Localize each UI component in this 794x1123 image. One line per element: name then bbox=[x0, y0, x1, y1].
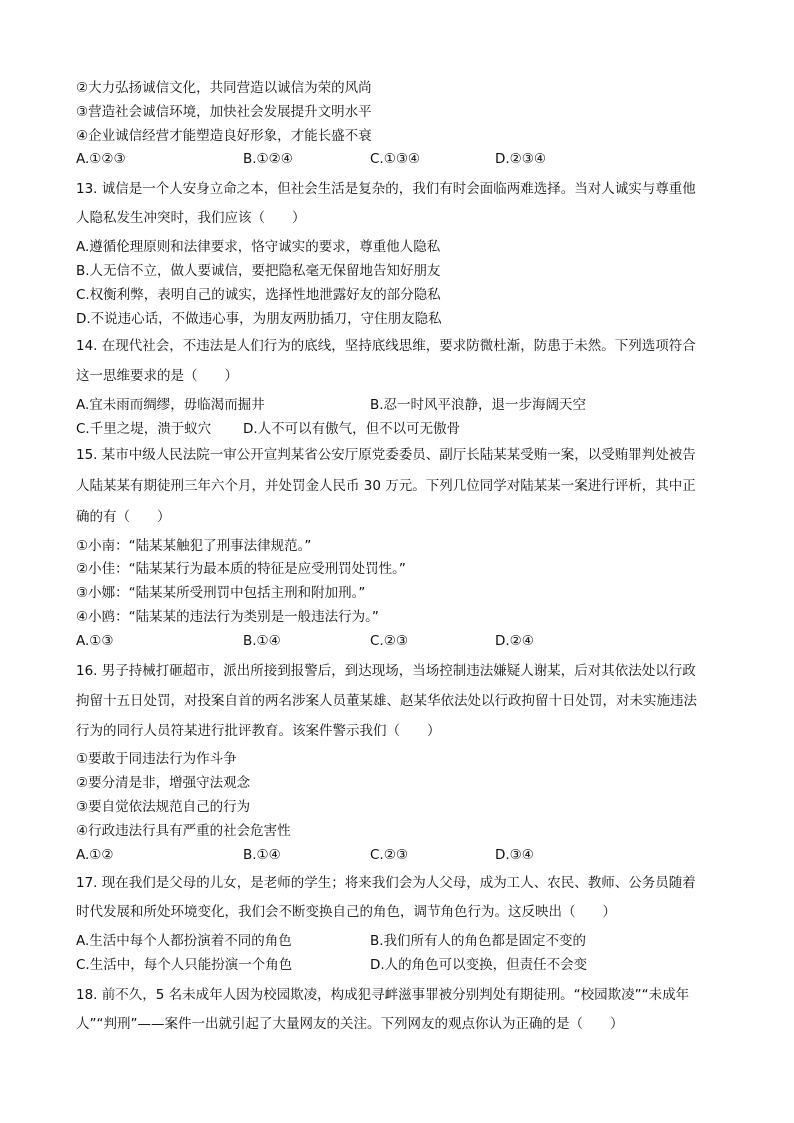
q15-stem-line1: 15. 某市中级人民法院一审公开宣判某省公安厅原党委委员、副厅长陆某某受贿一案，以受贿罪判处被告 bbox=[76, 447, 696, 463]
q16-option-d: D.③④ bbox=[495, 847, 534, 863]
q16-stem-line2: 拘留十五日处罚，对投案自首的两名涉案人员董某雄、赵某华依法处以行政拘留十日处罚，对未实施违法 bbox=[76, 693, 697, 709]
q16-option-a: A.①② bbox=[76, 847, 114, 863]
q15-statement-3: ③小娜：“陆某某所受刑罚中包括主刑和附加刑。” bbox=[76, 585, 366, 601]
q15-option-b: B.①④ bbox=[243, 633, 281, 649]
q13-stem-line1: 13. 诚信是一个人安身立命之本，但社会生活是复杂的，我们有时会面临两难选择。当对人诚实与尊重他 bbox=[76, 181, 696, 197]
q13-option-b: B.人无信不立，做人要诚信，要把隐私毫无保留地告知好朋友 bbox=[76, 263, 441, 279]
q16-stem-line1: 16. 男子持械打砸超市，派出所接到报警后，到达现场，当场控制违法嫌疑人谢某，后对其依法处以行政 bbox=[76, 663, 696, 679]
q16-statement-3: ③要自觉依法规范自己的行为 bbox=[76, 799, 251, 815]
q15-statement-1: ①小南：“陆某某触犯了刑事法律规范。” bbox=[76, 538, 312, 554]
q15-option-a: A.①③ bbox=[76, 633, 114, 649]
q17-option-d: D.人的角色可以变换，但责任不会变 bbox=[370, 957, 588, 973]
q16-statement-2: ②要分清是非，增强守法观念 bbox=[76, 775, 251, 791]
q17-stem-line2: 时代发展和所处环境变化，我们会不断变换自己的角色，调节角色行为。这反映出（ ） bbox=[76, 904, 616, 920]
q17-option-b: B.我们所有人的角色都是固定不变的 bbox=[370, 933, 587, 949]
q16-stem-line3: 行为的同行人员符某进行批评教育。该案件警示我们（ ） bbox=[76, 723, 441, 739]
q13-option-c: C.权衡利弊，表明自己的诚实，选择性地泄露好友的部分隐私 bbox=[76, 287, 441, 303]
q15-stem-line3: 确的有（ ） bbox=[76, 509, 171, 525]
q16-option-b: B.①④ bbox=[243, 847, 281, 863]
q15-option-d: D.②④ bbox=[495, 633, 534, 649]
q14-option-b: B.忍一时风平浪静，退一步海阔天空 bbox=[370, 397, 587, 413]
q12-option-d: D.②③④ bbox=[495, 151, 546, 167]
q17-option-a: A.生活中每个人都扮演着不同的角色 bbox=[76, 933, 292, 949]
q16-statement-4: ④行政违法行具有严重的社会危害性 bbox=[76, 823, 291, 839]
q15-statement-2: ②小佳：“陆某某行为最本质的特征是应受刑罚处罚性。” bbox=[76, 561, 406, 577]
q14-option-c: C.千里之堤，溃于蚁穴 bbox=[76, 421, 212, 437]
q14-option-a: A.宜未雨而绸缪，毋临渴而掘井 bbox=[76, 397, 265, 413]
q18-stem-line1: 18. 前不久，5 名未成年人因为校园欺凌，构成犯寻衅滋事罪被分别判处有期徒刑。“校园欺凌”“未成年 bbox=[76, 987, 690, 1003]
q16-statement-1: ①要敢于同违法行为作斗争 bbox=[76, 751, 237, 767]
q16-option-c: C.②③ bbox=[370, 847, 408, 863]
q18-stem-line2: 人”“判刑”——案件一出就引起了大量网友的关注。下列网友的观点你认为正确的是（ ） bbox=[76, 1016, 624, 1032]
q12-statement-3: ③营造社会诚信环境，加快社会发展提升文明水平 bbox=[76, 104, 372, 120]
q13-option-a: A.遵循伦理原则和法律要求，恪守诚实的要求，尊重他人隐私 bbox=[76, 239, 441, 255]
q12-option-c: C.①③④ bbox=[370, 151, 421, 167]
q13-stem-line2: 人隐私发生冲突时，我们应该（ ） bbox=[76, 210, 306, 226]
q15-statement-4: ④小鸥：“陆某某的违法行为类别是一般违法行为。” bbox=[76, 609, 379, 625]
q15-stem-line2: 人陆某某有期徒刑三年六个月，并处罚金人民币 30 万元。下列几位同学对陆某某一案进行评析，其中正 bbox=[76, 478, 696, 494]
q15-option-c: C.②③ bbox=[370, 633, 408, 649]
q17-option-c: C.生活中，每个人只能扮演一个角色 bbox=[76, 957, 293, 973]
q17-stem-line1: 17. 现在我们是父母的儿女，是老师的学生；将来我们会为人父母，成为工人、农民、教师、公务员随着 bbox=[76, 875, 696, 891]
q14-stem-line1: 14. 在现代社会，不违法是人们行为的底线，坚持底线思维，要求防微杜渐，防患于未然。下列选项符合 bbox=[76, 338, 696, 354]
q14-option-d: D.人不可以有傲气，但不以可无傲骨 bbox=[243, 421, 461, 437]
q12-option-a: A.①②③ bbox=[76, 151, 126, 167]
q13-option-d: D.不说违心话，不做违心事，为朋友两肋插刀，守住朋友隐私 bbox=[76, 311, 442, 327]
q12-option-b: B.①②④ bbox=[243, 151, 293, 167]
q14-stem-line2: 这一思维要求的是（ ） bbox=[76, 368, 238, 384]
q12-statement-4: ④企业诚信经营才能塑造良好形象，才能长盛不衰 bbox=[76, 128, 372, 144]
q12-statement-2: ②大力弘扬诚信文化，共同营造以诚信为荣的风尚 bbox=[76, 80, 372, 96]
